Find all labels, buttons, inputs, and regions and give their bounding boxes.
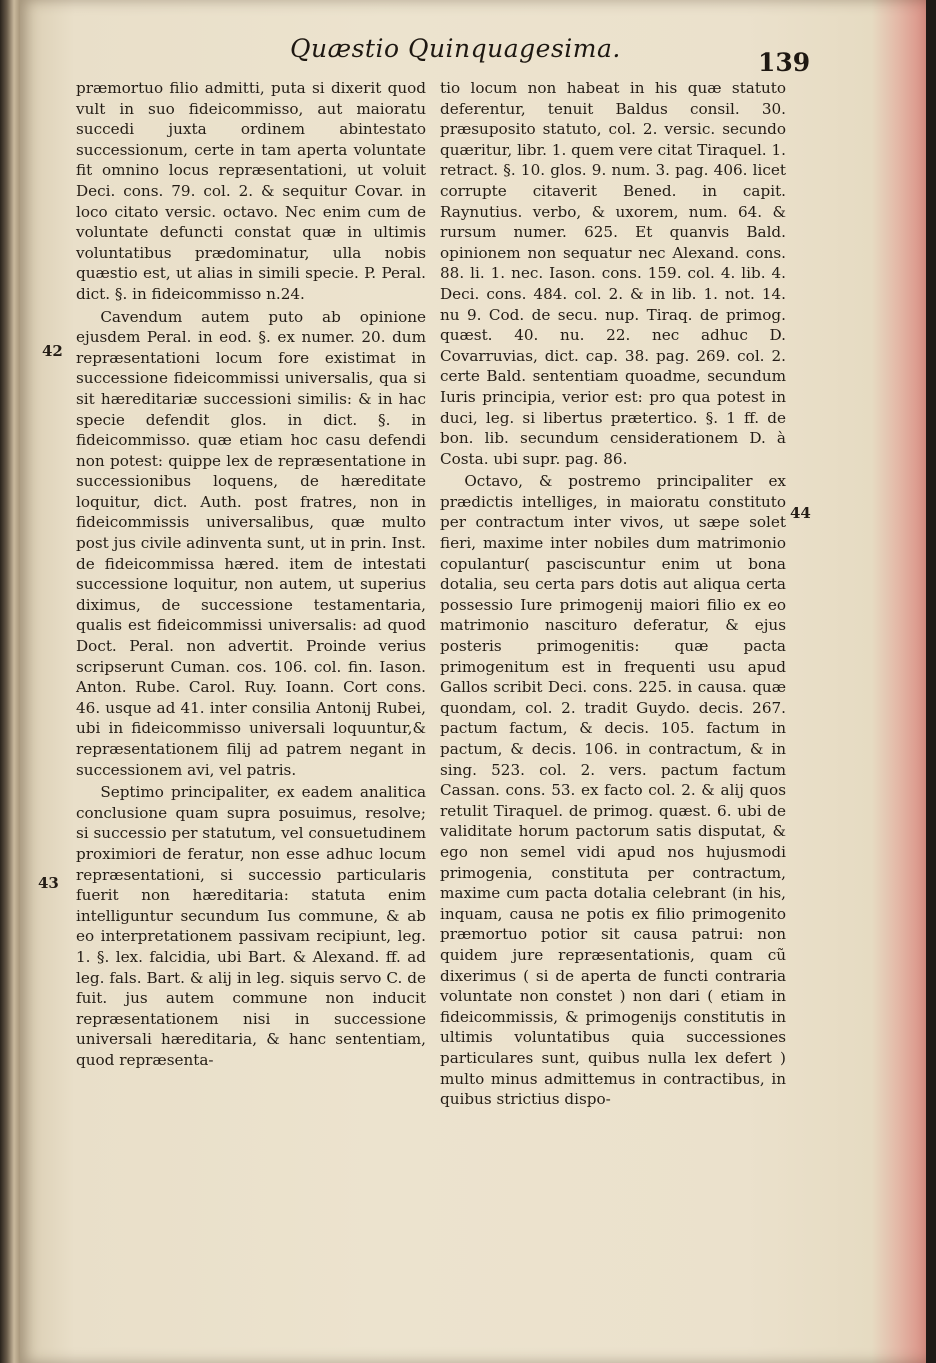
- previous-page-edge: [0, 0, 20, 1363]
- left-paragraph-1: præmortuo filio admitti, puta si dixerit quod vult in suo fideicommisso, aut maioratu succedi juxta ordinem abintestato successionum, certe in tam aperta voluntate fit omnino locus repræsentationi, ut voluit Deci. cons. 79. col. 2. & sequitur Covar. in loco citato versic. octavo. Nec enim cum de voluntate defuncti constat quæ in ultimis voluntatibus prædominatur, ulla nobis quæstio est, ut alias in simili specie. P. Peral. dict. §. in fideicommisso n.24.: [76, 79, 426, 303]
- right-paragraph-2: Octavo, & postremo principaliter ex prædictis intelliges, in maioratu constituto per contractum inter vivos, ut sæpe solet fieri, maxime inter nobiles dum matrimonio copulantur( pasciscuntur enim ut bona dotalia, seu certa pars dotis aut aliqua certa possessio Iure primogenij maiori filio ex eo matrimonio nascituro deferatur, & ejus posteris primogenitis: quæ pacta primogenitum est in frequenti usu apud Gallos scribit Deci. cons. 225. in causa. quæ quondam, col. 2. tradit Guydo. decis. 267. pactum factum, & decis. 105. factum in pactum, & decis. 106. in contractum, & in sing. 523. col. 2. vers. pactum factum Cassan. cons. 53. ex facto col. 2. & alij quos retulit Tiraquel. de primog. quæst. 6. ubi de validitate horum pactorum satis disputat, & ego non semel vidi apud nos hujusmodi primogenia, constituta per contractum, maxime cum pacta dotalia celebrant (in his, inquam, causa ne potis ex filio primogenito præmortuo potior sit causa patrui: non quidem jure repræsentationis, quam cũ dixerimus ( si de aperta de functi contraria voluntate non constet ) non dari ( etiam in fideicommissis, & primogenijs constitutis in ultimis voluntatibus quia successiones particulares sunt, quibus nulla lex defert ) multo minus admittemus in contractibus, in quibus strictius dispo-: [440, 472, 786, 1109]
- margin-number-43: 43: [38, 874, 59, 892]
- left-column: [76, 78, 426, 1071]
- running-title: Quæstio Quinquagesima.: [290, 34, 621, 63]
- left-paragraph-2: Cavendum autem puto ab opinione ejusdem Peral. in eod. §. ex numer. 20. dum repræsentationi locum fore existimat in successione fideicommissi universalis, qua si sit hæreditariæ successioni similis: & in hac specie defendit glos. in dict. §. in fideicommisso. quæ etiam hoc casu defendi non potest: quippe lex de repræsentatione in successionibus loquens, de hæreditate loquitur, dict. Auth. post fratres, non in fideicommissis universalibus, quæ multo post jus civile adinventa sunt, ut in prin. Inst. de fideicommissa hæred. item de intestati successione loquitur, non autem, ut superius diximus, de successione testamentaria, qualis est fideicommissi universalis: ad quod Doct. Peral. non advertit. Proinde verius scripserunt Cuman. cos. 106. col. fin. Iason. Anton. Rube. Carol. Ruy. Ioann. Cort cons. 46. usque ad 41. inter consilia Antonij Rubei, ubi in fideicommisso universali loquuntur,& repræsentationem filij ad patrem negant in successionem avi, vel patris.: [76, 307, 427, 779]
- left-paragraph-3: Septimo principaliter, ex eadem analitica conclusione quam supra posuimus, resolve; si successio per statutum, vel consuetudinem proximiori de feratur, non esse adhuc locum repræsentationi, si successio particularis fuerit non hæreditaria: statuta enim intelliguntur secundum Ius commune, & ab eo interpretationem passivam recipiunt, leg. 1. §. lex. falcidia, ubi Bart. & Alexand. ff. ad leg. fals. Bart. & alij in leg. siquis servo C. de fuit. jus autem commune non inducit repræsentationem nisi in successione universali hæreditaria, & hanc sententiam, quod repræsenta-: [76, 783, 426, 1069]
- folio-number: 139: [758, 48, 811, 77]
- margin-number-44: 44: [790, 504, 811, 522]
- margin-number-42: 42: [42, 342, 63, 360]
- right-paragraph-1: tio locum non habeat in his quæ statuto deferentur, tenuit Baldus consil. 30. præsuposito statuto, col. 2. versic. secundo quæritur, libr. 1. quem vere citat Tiraquel. 1. retract. §. 10. glos. 9. num. 3. pag. 406. licet corrupte citaverit Bened. in capit. Raynutius. verbo, & uxorem, num. 64. & rursum numer. 625. Et quanvis Bald. opinionem non sequatur nec Alexand. cons. 88. li. 1. nec. Iason. cons. 159. col. 4. lib. 4. Deci. cons. 484. col. 2. & in lib. 1. not. 14. nu 9. Cod. de secu. nup. Tiraq. de primog. quæst. 40. nu. 22. nec adhuc D. Covarruvias, dict. cap. 38. pag. 269. col. 2. certe Bald. sententiam quoadme, secundum Iuris principia, verior est: pro qua potest in duci, leg. si libertus prætertico. §. 1 ff. de bon. lib. secundum censiderationem D. à Costa. ubi supr. pag. 86.: [440, 79, 786, 468]
- book-page: [20, 0, 926, 1363]
- right-column: [440, 78, 786, 1110]
